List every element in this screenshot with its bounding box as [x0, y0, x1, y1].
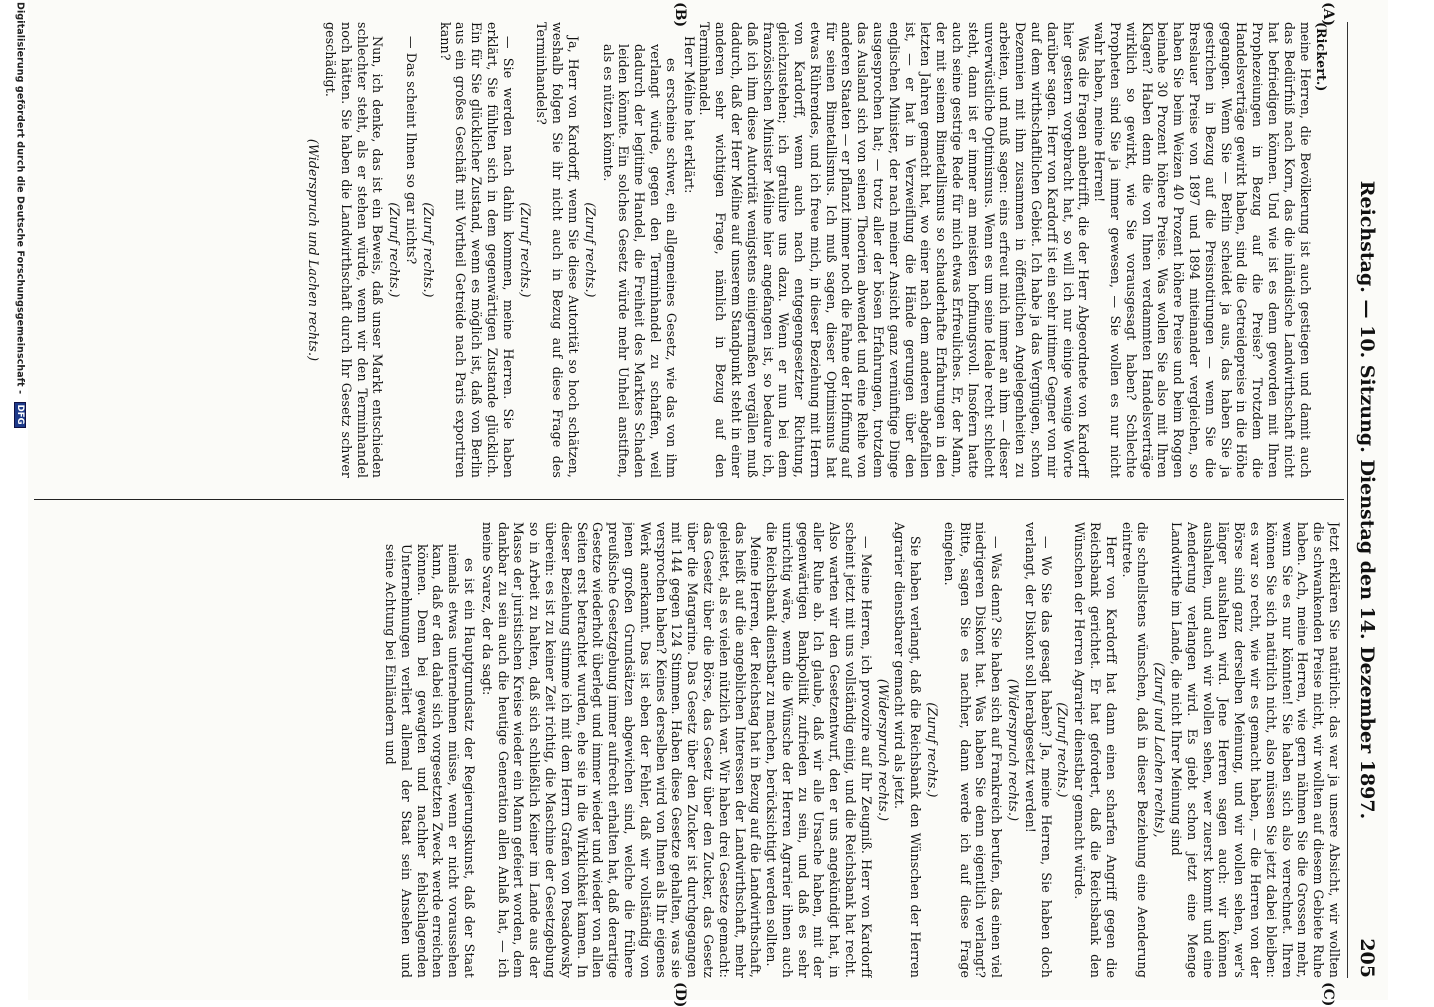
digitization-note — [2, 2, 26, 1002]
interjection: (Zuruf rechts.) — [925, 702, 941, 798]
paragraph: die schnellstens wünschen, daß in dieser Beziehung eine Aenderung eintrete. — [1119, 522, 1151, 978]
rotated-page — [14, 0, 1388, 1007]
margin-marker-d: (D) — [672, 982, 688, 1007]
paragraph: Ja, Herr von Kardorff, wenn Sie diese Autorität so hoch schätzen, weshalb folgen Sie ihr nicht auch in Bezug auf diese Frage des Terminhandels? — [534, 22, 581, 478]
quotation — [382, 522, 477, 978]
margin-marker-c: (C) — [1320, 982, 1336, 1007]
interjection: (Zuruf rechts.) — [1055, 702, 1071, 798]
left-column — [42, 22, 1342, 478]
interjection: (Widerspruch rechts.) — [875, 678, 891, 822]
interjection: (Zuruf rechts.) — [420, 202, 436, 298]
interjection: (Widerspruch rechts.) — [1006, 678, 1022, 822]
paragraph: Nun, ich denke, das ist ein Beweis, daß unser Markt entschieden schlechter steht, als er stehen würde, wenn wir den Terminhandel noch hätten. Sie haben die Landwirthschaft durch Ihr Gesetz schwer geschädigt. — [323, 22, 386, 478]
paragraph: Sie haben verlangt, daß die Reichsbank den Wünschen der Herren Agrarier dienstbarer gemacht wird als jetzt. — [892, 522, 924, 978]
column-divider — [34, 499, 1344, 500]
margin-marker-b: (B) — [672, 2, 688, 28]
header-title: Reichstag. — 10. Sitzung. Dienstag den 14. Dezember 1897. — [1356, 180, 1378, 820]
interjection: (Zuruf rechts.) — [582, 202, 598, 298]
quotation-text: es ist ein Hauptgrundsatz der Regierungskunst, daß der Staat niemals etwas unternehmen müsse, wenn er nicht voraussehen kann, daß er den dabei sich vorgesetzten Zweck werde erreichen können. Denn bei gewagten und nachher fehlschlagenden Unternehmungen verliert allemal der Staat sein Ansehen und seine Achtung bei Einländern und — [382, 544, 477, 978]
paragraph: Was die Fragen anbetrifft, die der Herr Abgeordnete von Kardorff hier gestern vorgebracht hat, so will ich nur einige wenige Worte darüber sagen. Herr von Kardorff ist ein sehr intimer Gegner von mir auf dem wirthschaftlichen Gebiet. Ich habe ja das Vergnügen, schon Dezennien mit ihm zusammen in öffentlichen Angelegenheiten zu arbeiten, und muß sagen: eins erfreut mich immer an ihm — dieser unverwüstliche Optimismus. Wenn es um seine Ideale recht schlecht steht, dann ist er immer am meisten hoffnungsvoll. Insofern hatte auch seine gestrige Rede für mich etwas Erfreuliches. Er, der Mann, der mit seinem Bimetallismus so schauderhafte Erfahrungen in den letzten Jahren gemacht hat, wo einer nach dem anderen abgefallen ist, — er hat in Verzweiflung die Hände gerungen über den englischen Minister, der nach meiner Ansicht ganz vernünftige Dinge ausgesprochen hat; — trotz aller der bösen Erfahrungen, trotzdem das Ausland sich von seinen Theorien abwendet und eine Reihe von anderen Staaten — er pflanzt immer noch die Fahne der Hoffnung auf für seinen Bimetallismus. Ich muß sagen, dieser Optimismus hat etwas Rührendes, und ich freue mich, in dieser Beziehung mit Herrn von Kardorff, wenn auch nach entgegengesetzter Richtung, gleichzustehen; ich gratulire uns dazu. Wenn er nun bei dem französischen Minister Méline hier angefangen ist, so bedaure ich, daß ich ihm diese Autorität wenigstens einigermaßen vergällen muß dadurch, daß der Herr Méline auf unserem Standpunkt steht in einer anderen sehr wichtigen Frage, nämlich in Bezug auf den Terminhandel. — [697, 22, 1092, 478]
paragraph: meine Herren, die Bevölkerung ist auch gestiegen und damit auch das Bedürfniß nach Korn, das die inländische Landwirthschaft nicht hat befriedigen können. Und wie ist es denn geworden mit Ihren Prophezeiungen in Bezug auf die Preise? Trotzdem die Handelsverträge gewirkt haben, sind die Getreidepreise in die Höhe gegangen. Wenn Sie — Berlin scheidet ja aus, das haben Sie ja gestrichen in Bezug auf die Preisnotirungen — wenn Sie die Breslauer Preise von 1897 und 1894 miteinander vergleichen, so haben Sie beim Weizen 40 Prozent höhere Preise und beim Roggen beinahe 30 Prozent höhere Preise. Was wollen Sie also mit Ihren Klagen? Haben denn die von Ihnen verdammten Handelsverträge wirklich so gewirkt, wie Sie vorausgesagt haben? Schlechte Propheten sind Sie ja immer gewesen, — Sie wollen es nur nicht wahr haben, meine Herren! — [1092, 22, 1313, 478]
paragraph: — Was denn? Sie haben sich auf Frankreich berufen, das einen viel niedrigeren Diskont hat. Was haben Sie denn eigentlich verlangt? Bitte, sagen Sie es nachher, dann werde ich auf diese Frage eingehen. — [941, 522, 1005, 978]
paragraph: Herr Méline hat erklärt: — [681, 36, 697, 194]
paragraph: Herr von Kardorff hat dann einen scharfen Angriff gegen die Reichsbank gerichtet. Er hat gefordert, daß die Reichsbank den Wünschen der Herren Agrarier dienstbar gemacht würde. — [1072, 522, 1119, 978]
quotation — [600, 22, 679, 478]
paragraph: — Sie werden nach dahin kommen, meine Herren. Sie haben erklärt, Sie fühlten sich in dem gegenwärtigen Zustande glücklich. Ein für Sie glücklicher Zustand, wenn es möglich ist, daß von Berlin aus ein großes Geschäft mit Vortheil Getreide nach Paris exportiren kann? — [437, 22, 516, 478]
interjection: (Zuruf rechts.) — [387, 202, 403, 298]
paragraph: — Meine Herren, ich provozire auf Ihr Zeugniß. Herr von Kardorff scheint jetzt mit uns vollständig einig, und die Reichsbank hat recht. Also warten wir den Gesetzentwurf, den er uns angekündigt hat, in aller Ruhe ab. Ich glaube, daß wir alle Ursache haben, mit der gegenwärtigen Bankpolitik zufrieden zu sein, und daß es sehr unrichtig wäre, wenn die Wünsche der Herren Agrarier ihnen auch die Reichsbank dienstbar zu machen, berücksichtigt werden sollten. — [764, 522, 874, 978]
right-column — [42, 522, 1342, 978]
speaker-name: (Rickert.) — [1314, 22, 1330, 92]
paragraph: — Das scheint Ihnen so gar nichts? — [403, 36, 419, 265]
page-number: 205 — [1356, 938, 1378, 978]
page-header — [1347, 22, 1384, 978]
paragraph: — Wo Sie das gesagt haben? Ja, meine Herren, Sie haben doch verlangt, der Diskont soll herabgesetzt werden! — [1022, 522, 1054, 978]
paragraph: Jetzt erklären Sie natürlich: das war ja unsere Absicht, wir wollten die schwankenden Preise nicht, wir wollten auf diesem Gebiete Ruhe haben. Ach, meine Herren, wie gern nähmen Sie die Grossen mehr, wenn Sie es nur könnten! Sie haben sich also verrechnet. Ihren können Sie sich natürlich nicht, also müssen Sie jetzt dabei bleiben: es war so recht, wie wir es gemacht haben, — die Herren von der Börse sind ganz derselben Meinung, und wir wollen sehen, wer's länger aushalten wird. Jene Herren sagen auch: wir können aushalten, und auch wir wollen sehen, wer zuerst kommt und eine Aenderung verlangen wird. Es giebt schon jetzt eine Menge Landwirthe im Lande, die nicht Ihrer Meinung sind — [1169, 522, 1342, 978]
paragraph: Meine Herren, der Reichstag hat in Bezug auf die Landwirthschaft, das heißt auf die angeblichen Interessen der Landwirthschaft, mehr geleistet, als es vielen nützlich war. Wir haben drei Gesetze gemacht: das Gesetz über die Börse, das Gesetz über den Zucker, das Gesetz über die Margarine. Das Gesetz über den Zucker ist durchgegangen mit 144 gegen 124 Stimmen. Haben diese Gesetze gehalten, was sie versprochen haben? Keines derselben wird von Ihnen als Ihr eigenes Werk anerkannt. Das ist eben der Fehler, daß wir vollständig von jenen großen Grundsätzen abgewichen sind, welche die frühere preußische Gesetzgebung immer aufrecht erhalten hat, daß derartige Gesetze wiederholt überlegt und immer wieder und wieder von allen Seiten erst betrachtet wurden, ehe sie in die Wirklichkeit kamen. In dieser Beziehung stimme ich mit dem Herrn Grafen von Posadowsky überein: es ist zu keiner Zeit richtig, die Maschine der Gesetzgebung so in Arbeit zu halten, daß sich schließlich Keiner im Lande aus der Masse der juristischen Kreise wieder ein Mann gefeiert worden, dem dankbar zu sein auch die heutige Generation allen Anlaß hat, — ich meine Svarez, der da sagt: — [479, 522, 764, 978]
interjection: (Widerspruch und Lachen rechts.) — [306, 138, 322, 362]
interjection: (Zuruf und Lachen rechts), — [1152, 662, 1168, 838]
quotation-text: es erscheine schwer, ein allgemeines Gesetz, wie das von ihm verlangt würde, gegen den Terminhandel zu schaffen, weil dadurch der legitime Handel, die Freiheit des Marktes Schaden leiden könnte. Ein solches Gesetz würde mehr Unheil anstiften, als es nützen könnte. — [600, 44, 679, 478]
digitization-text: Digitalisierung gefördert durch die Deutsche Forschungsgemeinschaft - — [14, 2, 26, 395]
margin-marker-a: (A) — [1320, 2, 1336, 27]
dfg-logo: DFG — [14, 402, 26, 428]
interjection: (Zuruf rechts.) — [517, 202, 533, 298]
